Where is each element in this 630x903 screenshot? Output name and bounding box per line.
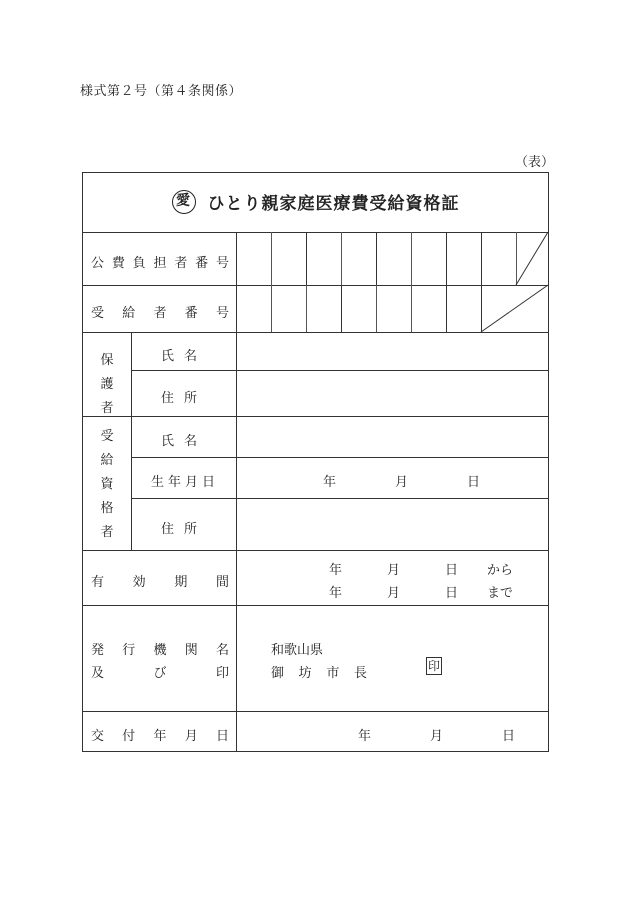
label-public-payer-number: 公 費 負 担 者 番 号 [91,256,229,271]
divider [83,605,548,606]
divider [131,370,548,371]
label-and-seal: 及 び 印 [91,666,229,681]
label-guardian-address: 住 所 [161,391,197,406]
certificate-form [82,172,549,752]
valid-from-year-unit: 年 [329,563,343,578]
birth-day-unit: 日 [467,475,481,490]
issue-year-unit: 年 [358,729,372,744]
label-recipient-name: 氏 名 [161,434,197,449]
valid-until-day-unit: 日 [445,586,459,601]
divider [131,457,548,458]
label-birth-date: 生 年 月 日 [151,475,215,490]
issue-month-unit: 月 [430,729,444,744]
label-recipient-number: 受 給 者 番 号 [91,306,229,321]
label-validity-period: 有 効 期 間 [91,575,229,590]
group-column-divider [131,332,132,550]
issue-day-unit: 日 [502,729,516,744]
label-guardian-group: 保 護 者 [100,353,114,416]
issuer-mayor: 御 坊 市 長 [271,666,367,681]
birth-year-unit: 年 [323,475,337,490]
label-issue-date: 交 付 年 月 日 [91,729,229,744]
label-recipient-group: 受 給 資 格 者 [100,429,114,540]
form-number: 様式第２号（第４条関係） [80,84,243,99]
label-guardian-name: 氏 名 [161,349,197,364]
valid-until-year-unit: 年 [329,586,343,601]
front-side-mark: （表） [515,155,555,170]
official-seal: 印 [427,659,440,673]
divider [83,550,548,551]
love-emblem-icon: 愛 [172,190,196,214]
label-recipient-address: 住 所 [161,522,197,537]
valid-from-day-unit: 日 [445,563,459,578]
valid-until-month-unit: 月 [387,586,401,601]
valid-from-text: から [487,563,514,578]
label-issuer-name: 発 行 機 関 名 [91,643,229,658]
divider [83,711,548,712]
valid-until-text: まで [487,586,514,601]
birth-month-unit: 月 [395,475,409,490]
divider [131,498,548,499]
divider [83,416,548,417]
issuer-prefecture: 和歌山県 [271,643,324,658]
valid-from-month-unit: 月 [387,563,401,578]
title-text: ひとり親家庭医療費受給資格証 [207,194,460,214]
